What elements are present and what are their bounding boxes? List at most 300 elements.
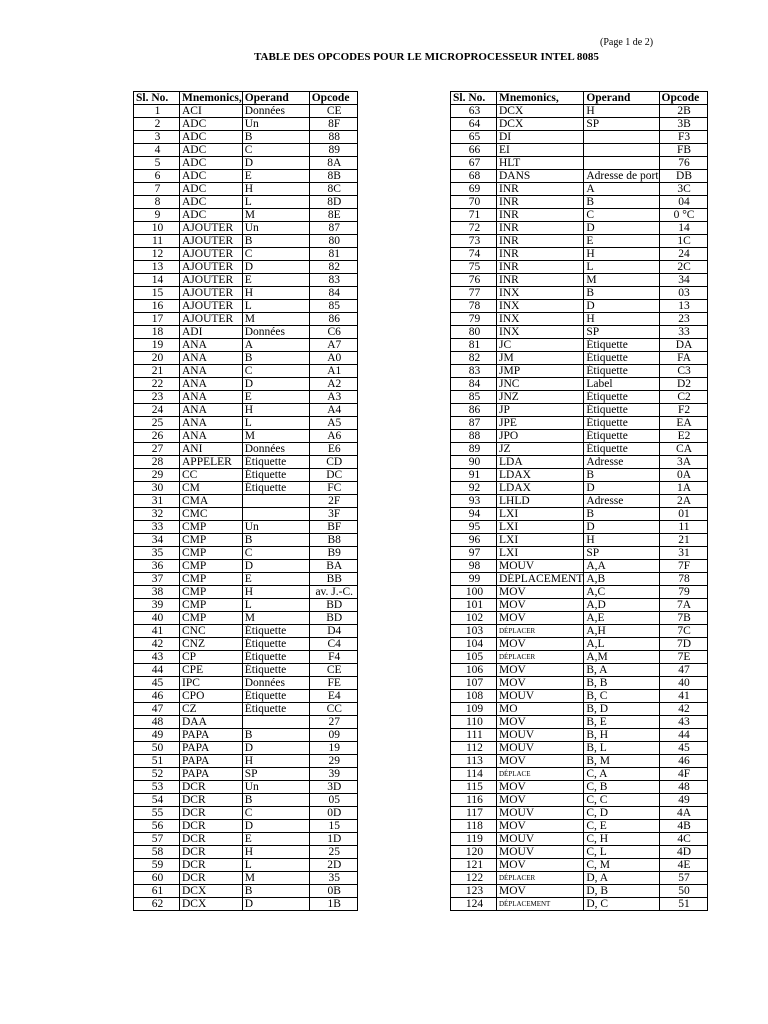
cell-sl-no: 5 xyxy=(134,157,180,170)
cell-sl-no: 59 xyxy=(134,859,180,872)
cell-operand: H xyxy=(584,313,659,326)
table-row xyxy=(451,833,708,846)
cell-mnemonic: CMC xyxy=(180,508,243,521)
table-row xyxy=(134,170,358,183)
cell-sl-no: 37 xyxy=(134,573,180,586)
table-row xyxy=(451,300,708,313)
cell-operand: M xyxy=(242,612,309,625)
cell-operand: Étiquette xyxy=(584,339,659,352)
cell-sl-no: 1 xyxy=(134,105,180,118)
cell-opcode: 76 xyxy=(659,157,707,170)
table-row xyxy=(451,768,708,781)
cell-opcode: 1C xyxy=(659,235,707,248)
cell-operand: SP xyxy=(584,118,659,131)
cell-mnemonic: INX xyxy=(497,326,584,339)
cell-sl-no: 77 xyxy=(451,287,497,300)
cell-opcode: 84 xyxy=(309,287,357,300)
cell-opcode: 41 xyxy=(659,690,707,703)
cell-operand: SP xyxy=(584,547,659,560)
cell-sl-no: 100 xyxy=(451,586,497,599)
table-row xyxy=(134,248,358,261)
cell-sl-no: 30 xyxy=(134,482,180,495)
cell-sl-no: 44 xyxy=(134,664,180,677)
table-row xyxy=(134,157,358,170)
cell-operand: L xyxy=(242,417,309,430)
cell-sl-no: 14 xyxy=(134,274,180,287)
cell-operand: Données xyxy=(242,677,309,690)
cell-mnemonic: HLT xyxy=(497,157,584,170)
cell-operand: B xyxy=(584,469,659,482)
cell-sl-no: 69 xyxy=(451,183,497,196)
table-row xyxy=(134,846,358,859)
cell-sl-no: 23 xyxy=(134,391,180,404)
cell-mnemonic: ADC xyxy=(180,131,243,144)
cell-operand: Étiquette xyxy=(242,638,309,651)
table-row xyxy=(451,469,708,482)
cell-opcode: DC xyxy=(309,469,357,482)
cell-opcode: C6 xyxy=(309,326,357,339)
cell-opcode: 83 xyxy=(309,274,357,287)
table-row xyxy=(134,651,358,664)
cell-opcode: 8E xyxy=(309,209,357,222)
cell-mnemonic: MOV xyxy=(497,755,584,768)
table-row xyxy=(451,508,708,521)
cell-mnemonic: ADI xyxy=(180,326,243,339)
cell-operand: A,A xyxy=(584,560,659,573)
cell-sl-no: 10 xyxy=(134,222,180,235)
cell-opcode: CE xyxy=(309,664,357,677)
cell-operand xyxy=(242,495,309,508)
table-row xyxy=(134,638,358,651)
cell-sl-no: 58 xyxy=(134,846,180,859)
cell-operand: C xyxy=(242,547,309,560)
cell-operand: L xyxy=(584,261,659,274)
cell-operand xyxy=(584,157,659,170)
cell-opcode: 40 xyxy=(659,677,707,690)
table-body-left xyxy=(134,105,358,911)
table-row xyxy=(134,300,358,313)
table-row xyxy=(134,768,358,781)
cell-sl-no: 97 xyxy=(451,547,497,560)
table-row xyxy=(451,313,708,326)
cell-mnemonic: CMP xyxy=(180,560,243,573)
cell-sl-no: 120 xyxy=(451,846,497,859)
cell-sl-no: 119 xyxy=(451,833,497,846)
cell-opcode: av. J.-C. xyxy=(309,586,357,599)
cell-opcode: 45 xyxy=(659,742,707,755)
cell-mnemonic: CC xyxy=(180,469,243,482)
cell-mnemonic: CMP xyxy=(180,534,243,547)
table-body-right xyxy=(451,105,708,911)
cell-mnemonic: ACI xyxy=(180,105,243,118)
cell-opcode: A2 xyxy=(309,378,357,391)
cell-mnemonic: IPC xyxy=(180,677,243,690)
cell-operand: C, L xyxy=(584,846,659,859)
cell-mnemonic: JPE xyxy=(497,417,584,430)
cell-opcode: BF xyxy=(309,521,357,534)
cell-mnemonic: DCR xyxy=(180,794,243,807)
cell-operand xyxy=(242,716,309,729)
cell-sl-no: 3 xyxy=(134,131,180,144)
cell-sl-no: 109 xyxy=(451,703,497,716)
cell-operand: A,C xyxy=(584,586,659,599)
cell-mnemonic: AJOUTER xyxy=(180,287,243,300)
cell-mnemonic: INR xyxy=(497,274,584,287)
cell-mnemonic: JNC xyxy=(497,378,584,391)
cell-opcode: 03 xyxy=(659,287,707,300)
cell-opcode: C3 xyxy=(659,365,707,378)
cell-opcode: 4E xyxy=(659,859,707,872)
cell-mnemonic: DCR xyxy=(180,820,243,833)
table-row xyxy=(451,807,708,820)
table-row xyxy=(134,521,358,534)
opcode-table-right xyxy=(450,91,708,911)
cell-mnemonic: CMP xyxy=(180,599,243,612)
cell-mnemonic: AJOUTER xyxy=(180,222,243,235)
cell-operand: M xyxy=(242,872,309,885)
cell-sl-no: 27 xyxy=(134,443,180,456)
cell-operand: Étiquette xyxy=(584,443,659,456)
table-row xyxy=(134,573,358,586)
cell-sl-no: 106 xyxy=(451,664,497,677)
table-row xyxy=(134,794,358,807)
table-row xyxy=(451,573,708,586)
cell-mnemonic: EI xyxy=(497,144,584,157)
cell-sl-no: 48 xyxy=(134,716,180,729)
cell-mnemonic: INR xyxy=(497,261,584,274)
cell-operand: D xyxy=(584,482,659,495)
cell-sl-no: 16 xyxy=(134,300,180,313)
cell-opcode: DA xyxy=(659,339,707,352)
table-row xyxy=(134,729,358,742)
cell-mnemonic: MOV xyxy=(497,794,584,807)
opcode-table-left xyxy=(133,91,358,911)
cell-sl-no: 93 xyxy=(451,495,497,508)
cell-sl-no: 36 xyxy=(134,560,180,573)
cell-operand: B xyxy=(242,729,309,742)
table-row xyxy=(134,404,358,417)
cell-mnemonic: ANA xyxy=(180,352,243,365)
cell-opcode: CE xyxy=(309,105,357,118)
cell-opcode: CD xyxy=(309,456,357,469)
cell-operand: D xyxy=(242,157,309,170)
cell-operand: Un xyxy=(242,521,309,534)
table-row xyxy=(134,534,358,547)
cell-sl-no: 79 xyxy=(451,313,497,326)
cell-mnemonic: CPO xyxy=(180,690,243,703)
cell-opcode: 86 xyxy=(309,313,357,326)
cell-mnemonic: MOV xyxy=(497,638,584,651)
cell-sl-no: 124 xyxy=(451,898,497,911)
table-row xyxy=(134,677,358,690)
cell-sl-no: 105 xyxy=(451,651,497,664)
cell-sl-no: 72 xyxy=(451,222,497,235)
cell-operand: D, A xyxy=(584,872,659,885)
cell-mnemonic: DCR xyxy=(180,859,243,872)
cell-operand: H xyxy=(584,248,659,261)
cell-mnemonic: PAPA xyxy=(180,768,243,781)
cell-opcode: 88 xyxy=(309,131,357,144)
cell-sl-no: 121 xyxy=(451,859,497,872)
table-row xyxy=(134,664,358,677)
cell-operand: B xyxy=(584,508,659,521)
cell-sl-no: 22 xyxy=(134,378,180,391)
cell-mnemonic: ANA xyxy=(180,430,243,443)
table-row xyxy=(134,898,358,911)
cell-mnemonic: DCR xyxy=(180,833,243,846)
table-row xyxy=(451,547,708,560)
table-row xyxy=(451,144,708,157)
cell-sl-no: 40 xyxy=(134,612,180,625)
cell-mnemonic: MOV xyxy=(497,820,584,833)
cell-opcode: B8 xyxy=(309,534,357,547)
table-row xyxy=(451,287,708,300)
cell-mnemonic: MOV xyxy=(497,664,584,677)
cell-sl-no: 9 xyxy=(134,209,180,222)
cell-opcode: 8B xyxy=(309,170,357,183)
cell-operand: C xyxy=(242,144,309,157)
cell-sl-no: 84 xyxy=(451,378,497,391)
cell-sl-no: 123 xyxy=(451,885,497,898)
table-row xyxy=(134,391,358,404)
cell-opcode: 46 xyxy=(659,755,707,768)
cell-opcode: BA xyxy=(309,560,357,573)
cell-sl-no: 18 xyxy=(134,326,180,339)
cell-operand: Étiquette xyxy=(584,365,659,378)
cell-opcode: B9 xyxy=(309,547,357,560)
cell-sl-no: 8 xyxy=(134,196,180,209)
cell-operand: Adresse de port xyxy=(584,170,659,183)
cell-mnemonic: INX xyxy=(497,287,584,300)
cell-opcode: A7 xyxy=(309,339,357,352)
cell-operand: M xyxy=(584,274,659,287)
cell-opcode: 8F xyxy=(309,118,357,131)
cell-mnemonic: AJOUTER xyxy=(180,235,243,248)
cell-sl-no: 99 xyxy=(451,573,497,586)
cell-operand: C, H xyxy=(584,833,659,846)
table-row xyxy=(451,443,708,456)
table-row xyxy=(451,651,708,664)
cell-sl-no: 12 xyxy=(134,248,180,261)
cell-mnemonic: CP xyxy=(180,651,243,664)
cell-operand: E xyxy=(242,573,309,586)
cell-opcode: FE xyxy=(309,677,357,690)
cell-opcode: 42 xyxy=(659,703,707,716)
table-row xyxy=(451,677,708,690)
cell-operand: B xyxy=(242,885,309,898)
cell-operand: B, A xyxy=(584,664,659,677)
cell-mnemonic: INR xyxy=(497,196,584,209)
cell-mnemonic: CM xyxy=(180,482,243,495)
table-row xyxy=(451,898,708,911)
cell-opcode: 0B xyxy=(309,885,357,898)
cell-opcode: 13 xyxy=(659,300,707,313)
cell-sl-no: 118 xyxy=(451,820,497,833)
cell-operand: Adresse xyxy=(584,495,659,508)
cell-operand: D xyxy=(242,898,309,911)
cell-opcode: 50 xyxy=(659,885,707,898)
cell-opcode: 3A xyxy=(659,456,707,469)
table-row xyxy=(451,196,708,209)
cell-mnemonic: JPO xyxy=(497,430,584,443)
cell-operand: C xyxy=(584,209,659,222)
cell-operand: E xyxy=(242,274,309,287)
cell-mnemonic: INR xyxy=(497,235,584,248)
cell-operand: B, E xyxy=(584,716,659,729)
table-row xyxy=(451,157,708,170)
cell-mnemonic: MOV xyxy=(497,599,584,612)
cell-operand: D, B xyxy=(584,885,659,898)
cell-mnemonic: APPELER xyxy=(180,456,243,469)
cell-mnemonic: MOUV xyxy=(497,833,584,846)
cell-mnemonic: ADC xyxy=(180,183,243,196)
cell-mnemonic: CMP xyxy=(180,521,243,534)
cell-sl-no: 26 xyxy=(134,430,180,443)
cell-mnemonic: DCX xyxy=(180,898,243,911)
cell-operand: H xyxy=(242,755,309,768)
cell-opcode: 0A xyxy=(659,469,707,482)
cell-mnemonic: JZ xyxy=(497,443,584,456)
cell-opcode: 1D xyxy=(309,833,357,846)
cell-mnemonic: AJOUTER xyxy=(180,300,243,313)
cell-operand: B xyxy=(242,794,309,807)
cell-mnemonic: LXI xyxy=(497,547,584,560)
cell-operand: B xyxy=(242,131,309,144)
cell-operand: Étiquette xyxy=(584,417,659,430)
table-header-row xyxy=(451,92,708,105)
header-opcode: Opcode xyxy=(309,92,357,105)
cell-opcode: FB xyxy=(659,144,707,157)
cell-sl-no: 35 xyxy=(134,547,180,560)
cell-operand: B, C xyxy=(584,690,659,703)
cell-opcode: 31 xyxy=(659,547,707,560)
cell-sl-no: 113 xyxy=(451,755,497,768)
cell-sl-no: 114 xyxy=(451,768,497,781)
table-row xyxy=(451,378,708,391)
cell-opcode: 80 xyxy=(309,235,357,248)
cell-sl-no: 33 xyxy=(134,521,180,534)
cell-operand: Étiquette xyxy=(242,625,309,638)
cell-opcode: 89 xyxy=(309,144,357,157)
table-row xyxy=(134,235,358,248)
cell-mnemonic: JM xyxy=(497,352,584,365)
table-row xyxy=(134,755,358,768)
cell-sl-no: 64 xyxy=(451,118,497,131)
cell-opcode: 01 xyxy=(659,508,707,521)
cell-sl-no: 88 xyxy=(451,430,497,443)
cell-operand: C xyxy=(242,365,309,378)
cell-sl-no: 85 xyxy=(451,391,497,404)
cell-sl-no: 122 xyxy=(451,872,497,885)
cell-opcode: EA xyxy=(659,417,707,430)
table-row xyxy=(451,664,708,677)
cell-sl-no: 92 xyxy=(451,482,497,495)
table-row xyxy=(451,131,708,144)
cell-sl-no: 75 xyxy=(451,261,497,274)
header-operand: Operand xyxy=(242,92,309,105)
cell-opcode: 7E xyxy=(659,651,707,664)
cell-mnemonic: ANA xyxy=(180,417,243,430)
cell-operand: A xyxy=(584,183,659,196)
cell-opcode: 8C xyxy=(309,183,357,196)
page-title: TABLE DES OPCODES POUR LE MICROPROCESSEUR INTEL 8085 xyxy=(254,51,599,63)
cell-mnemonic: LXI xyxy=(497,534,584,547)
table-row xyxy=(451,781,708,794)
table-row xyxy=(134,261,358,274)
cell-mnemonic: ANA xyxy=(180,391,243,404)
cell-operand: H xyxy=(242,287,309,300)
cell-opcode: 7C xyxy=(659,625,707,638)
cell-sl-no: 47 xyxy=(134,703,180,716)
cell-mnemonic: DAA xyxy=(180,716,243,729)
cell-operand: A,E xyxy=(584,612,659,625)
table-row xyxy=(451,534,708,547)
cell-operand: C, E xyxy=(584,820,659,833)
table-row xyxy=(134,586,358,599)
cell-mnemonic: CMP xyxy=(180,612,243,625)
table-row xyxy=(451,560,708,573)
header-opcode: Opcode xyxy=(659,92,707,105)
header-sl-no: Sl. No. xyxy=(451,92,497,105)
cell-operand: M xyxy=(242,313,309,326)
cell-mnemonic: DCX xyxy=(497,118,584,131)
cell-operand: SP xyxy=(584,326,659,339)
cell-sl-no: 28 xyxy=(134,456,180,469)
cell-operand: Données xyxy=(242,443,309,456)
cell-mnemonic: DCR xyxy=(180,872,243,885)
cell-mnemonic: ANI xyxy=(180,443,243,456)
cell-sl-no: 107 xyxy=(451,677,497,690)
cell-operand: L xyxy=(242,196,309,209)
cell-operand xyxy=(584,144,659,157)
cell-opcode: 27 xyxy=(309,716,357,729)
cell-operand: B, D xyxy=(584,703,659,716)
cell-opcode: 4D xyxy=(659,846,707,859)
cell-sl-no: 98 xyxy=(451,560,497,573)
table-row xyxy=(451,274,708,287)
cell-operand: Données xyxy=(242,326,309,339)
cell-operand: Étiquette xyxy=(242,664,309,677)
cell-opcode: 8A xyxy=(309,157,357,170)
cell-sl-no: 112 xyxy=(451,742,497,755)
cell-opcode: A0 xyxy=(309,352,357,365)
cell-operand: H xyxy=(242,404,309,417)
cell-mnemonic: LDAX xyxy=(497,469,584,482)
cell-opcode: 11 xyxy=(659,521,707,534)
cell-opcode: 09 xyxy=(309,729,357,742)
cell-opcode: 29 xyxy=(309,755,357,768)
cell-mnemonic: MOV xyxy=(497,677,584,690)
cell-opcode: 04 xyxy=(659,196,707,209)
cell-mnemonic: CNC xyxy=(180,625,243,638)
table-row xyxy=(451,261,708,274)
table-row xyxy=(134,105,358,118)
cell-mnemonic: JC xyxy=(497,339,584,352)
cell-opcode: 3F xyxy=(309,508,357,521)
cell-mnemonic: AJOUTER xyxy=(180,274,243,287)
table-row xyxy=(451,495,708,508)
table-row xyxy=(134,742,358,755)
cell-sl-no: 67 xyxy=(451,157,497,170)
cell-sl-no: 55 xyxy=(134,807,180,820)
cell-sl-no: 68 xyxy=(451,170,497,183)
table-row xyxy=(134,469,358,482)
cell-sl-no: 101 xyxy=(451,599,497,612)
cell-mnemonic: DCX xyxy=(180,885,243,898)
table-row xyxy=(451,872,708,885)
cell-opcode: 3C xyxy=(659,183,707,196)
cell-operand: E xyxy=(584,235,659,248)
